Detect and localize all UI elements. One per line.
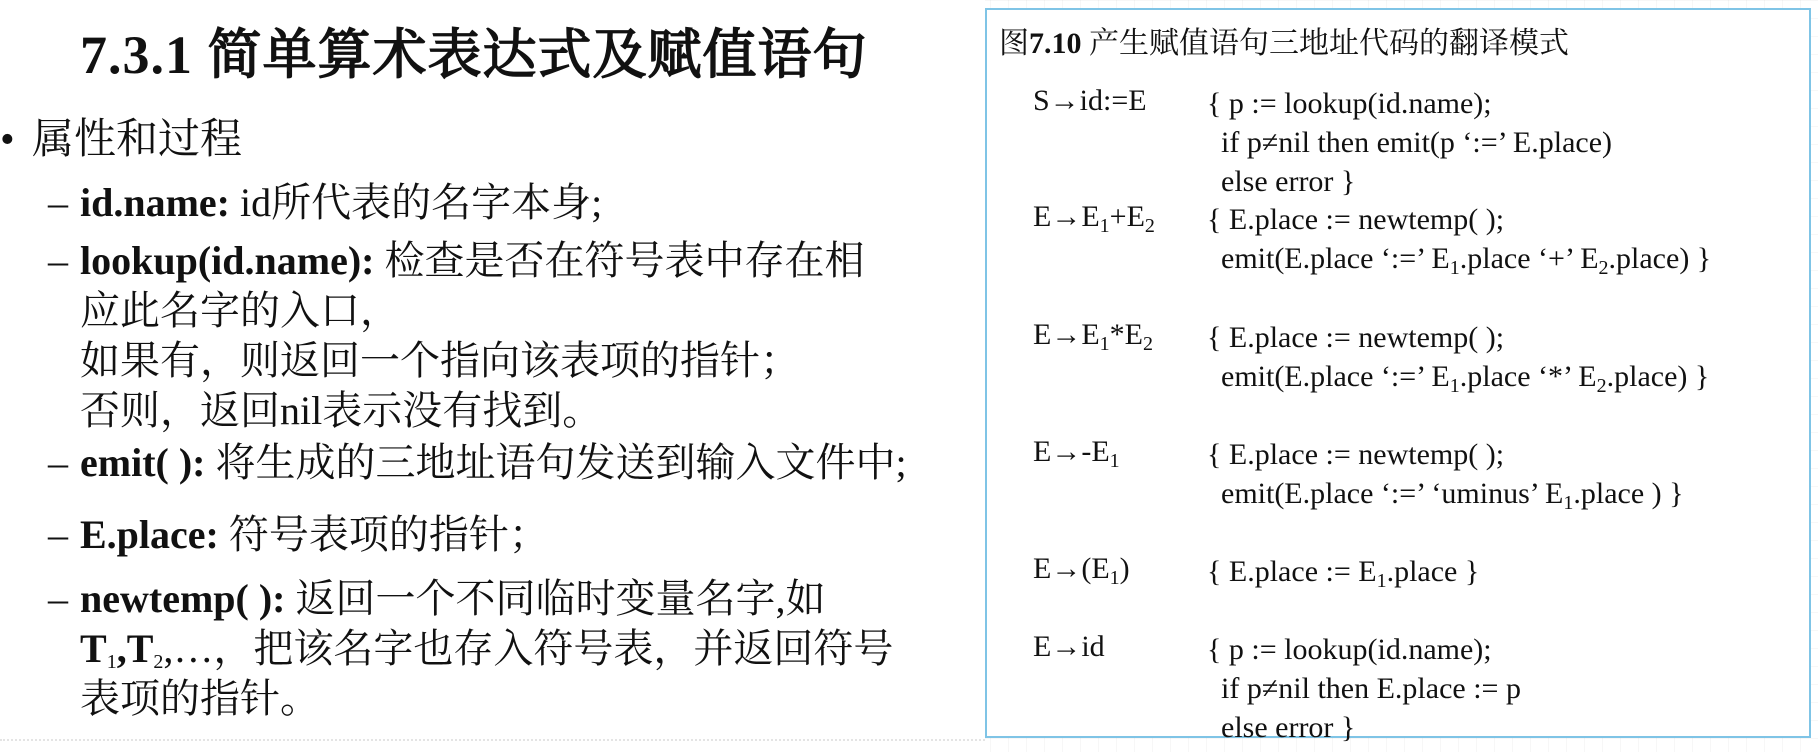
bullet-dot: • [0, 117, 15, 163]
subitem-continuation [48, 624, 893, 674]
dash-marker: – [48, 576, 68, 621]
figure-caption [999, 18, 1569, 62]
action-line: { p := lookup(id.name); [1207, 87, 1492, 120]
subitem-term: E.place: [80, 512, 219, 557]
dash-marker: – [48, 440, 68, 485]
rule-lhs [1033, 318, 1153, 355]
figure-number: 7.10 [1029, 27, 1082, 60]
lhs-part: E→E [1033, 318, 1100, 351]
subscript: 1 [1449, 257, 1460, 279]
subscript: 1 [1449, 375, 1460, 397]
action-line: else error } [1221, 711, 1356, 744]
action-line: { E.place := newtemp( ); [1207, 438, 1505, 471]
action-part: .place } [1386, 555, 1480, 588]
subitem-term: newtemp( ): [80, 576, 286, 621]
lhs-part: ) [1119, 552, 1130, 585]
action-part: emit(E.place ‘:=’ E [1221, 360, 1450, 393]
subscript: 1 [1099, 333, 1110, 355]
action-line: if p≠nil then E.place := p [1221, 672, 1521, 705]
lhs-part: E→(E [1033, 552, 1110, 585]
subitem-continuation: 应此名字的入口， [80, 288, 400, 333]
subscript: 1 [1563, 492, 1574, 514]
subitem-emit [48, 438, 907, 488]
action-part: .place ) } [1573, 477, 1684, 510]
subscript: 1 [1109, 567, 1120, 589]
translation-scheme-figure [985, 8, 1811, 744]
rule-lhs [1033, 552, 1130, 589]
dash-marker: – [48, 180, 68, 225]
subitem-text: 将生成的三地址语句发送到输入文件中; [205, 440, 907, 485]
temp-name: T [80, 626, 107, 671]
subitem-continuation: 否则，返回nil表示没有找到。 [80, 388, 603, 433]
continuation-text: ,…，把该名字也存入符号表，并返回符号 [163, 626, 894, 671]
temp-name: ,T [116, 626, 154, 671]
subscript: 2 [1144, 215, 1155, 237]
subitem-term: id.name: [80, 180, 230, 225]
action-line [1207, 239, 1711, 278]
subitem-continuation: 如果有，则返回一个指向该表项的指针； [80, 338, 800, 383]
caption-text: 产生赋值语句三地址代码的翻译模式 [1081, 27, 1569, 60]
action-part: { E.place := E [1207, 555, 1377, 588]
action-line [1207, 474, 1684, 513]
subitem-newtemp [48, 574, 893, 724]
footer-divider [0, 739, 985, 742]
rule-action [1207, 200, 1711, 278]
subscript: 1 [106, 651, 117, 673]
subitem-text: id所代表的名字本身; [230, 180, 603, 225]
rule-lhs: S→id:=E [1033, 84, 1147, 117]
action-part: .place) } [1608, 242, 1712, 275]
subscript: 1 [1099, 215, 1110, 237]
action-line: if p≠nil then emit(p ‘:=’ E.place) [1221, 126, 1613, 159]
lhs-part: E→-E [1033, 435, 1110, 468]
subscript: 2 [153, 651, 164, 673]
lhs-part: E→E [1033, 200, 1100, 233]
action-part: .place ‘+’ E [1459, 242, 1599, 275]
rule-action [1207, 84, 1612, 201]
action-line: { E.place := newtemp( ); [1207, 203, 1505, 236]
rule-action [1207, 552, 1479, 591]
action-line: { E.place := newtemp( ); [1207, 321, 1505, 354]
subscript: 2 [1142, 333, 1153, 355]
rule-lhs: E→id [1033, 630, 1105, 663]
dash-marker: – [48, 512, 68, 557]
subitem-text: 检查是否在符号表中存在相 [374, 238, 865, 283]
action-part: emit(E.place ‘:=’ E [1221, 242, 1450, 275]
action-line [1207, 357, 1709, 396]
action-part: .place) } [1606, 360, 1710, 393]
action-line: else error } [1221, 165, 1356, 198]
subitem-lookup [48, 236, 865, 436]
subitem-text: 符号表项的指针； [218, 512, 549, 557]
subitem-continuation: 表项的指针。 [80, 676, 320, 721]
subitem-term: emit( ): [80, 440, 206, 485]
subscript: 2 [1596, 375, 1607, 397]
subscript: 1 [1376, 570, 1387, 592]
rule-lhs [1033, 435, 1120, 472]
bullet-item [0, 106, 242, 166]
rule-lhs [1033, 200, 1155, 237]
subscript: 1 [1109, 450, 1120, 472]
caption-prefix: 图 [999, 27, 1029, 60]
action-line [1207, 555, 1480, 592]
subitem-eplace [48, 510, 549, 560]
lhs-part: *E [1109, 318, 1143, 351]
bullet-text: 属性和过程 [32, 117, 243, 163]
action-part: .place ‘*’ E [1459, 360, 1597, 393]
lhs-part: +E [1109, 200, 1145, 233]
action-line: { p := lookup(id.name); [1207, 633, 1492, 666]
rule-action [1207, 318, 1709, 396]
subitem-text: 返回一个不同临时变量名字,如 [285, 576, 826, 621]
rule-action [1207, 435, 1684, 513]
subitem-term: lookup(id.name): [80, 238, 375, 283]
action-part: emit(E.place ‘:=’ ‘uminus’ E [1221, 477, 1564, 510]
rule-action [1207, 630, 1521, 747]
subitem-id-name [48, 178, 602, 228]
subscript: 2 [1598, 257, 1609, 279]
dash-marker: – [48, 238, 68, 283]
slide-title: 7.3.1 简单算术表达式及赋值语句 [80, 25, 868, 85]
